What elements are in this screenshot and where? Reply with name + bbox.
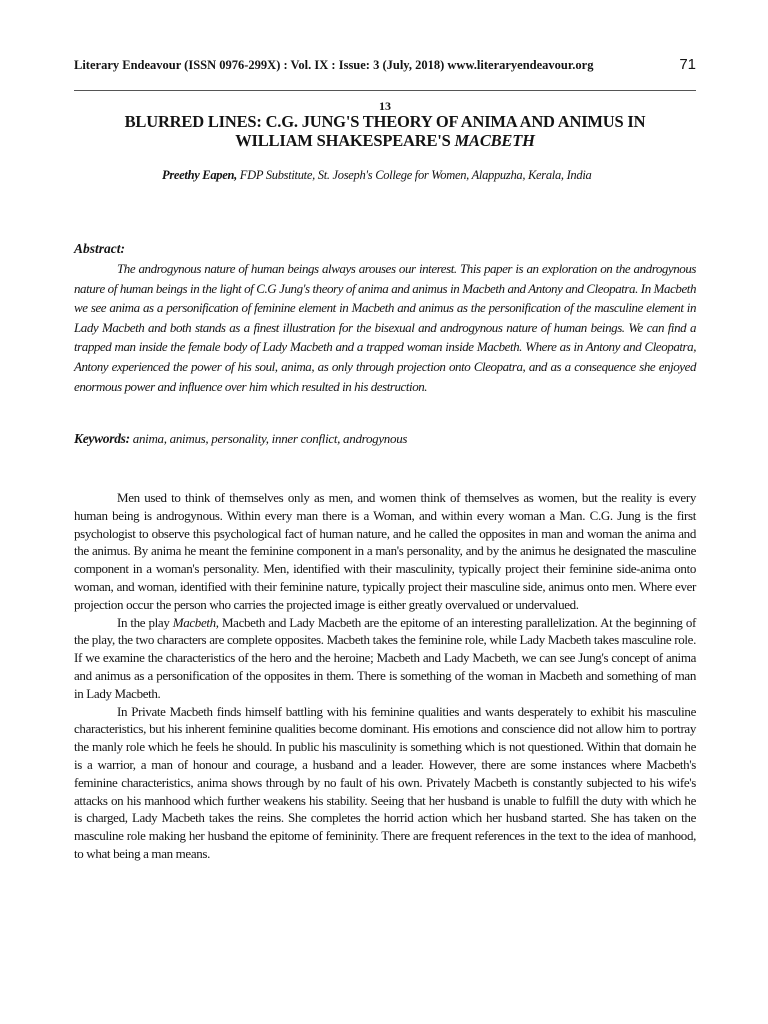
body-paragraph-2-intro: In the play — [117, 614, 173, 630]
title-play-name: MACBETH — [454, 131, 535, 150]
abstract-heading: Abstract: — [74, 241, 126, 256]
author-name: Preethy Eapen, — [162, 168, 237, 182]
author-block — [162, 166, 682, 185]
article-title — [84, 112, 686, 150]
body-paragraph-2 — [74, 614, 696, 703]
body-paragraph-2-text: Macbeth and Lady Macbeth are the epitome of an interesting parallelization. At the beginning of the play, the two characters are complete opposites. Macbeth takes the feminine role, while Lady Macbeth takes masculine role. If we examine the characteristics of the hero and the heroine; Macbeth and Lady Macbeth, we can see Jung's concept of anima and animus as a personification of the opposites in them. There is something of the woman in Macbeth and something of man in Lady Macbeth. — [74, 614, 696, 701]
header-divider — [74, 90, 696, 91]
page-number: 71 — [679, 56, 696, 73]
play-title-macbeth: Macbeth, — [172, 614, 219, 630]
article-body — [74, 489, 696, 863]
chapter-number: 13 — [379, 99, 391, 113]
journal-citation: Literary Endeavour (ISSN 0976-299X) : Vol. IX : Issue: 3 (July, 2018) www.literaryendeavour.org — [74, 58, 594, 72]
running-header — [74, 55, 696, 75]
title-line-1: BLURRED LINES: C.G. JUNG'S THEORY OF ANIMA AND ANIMUS IN — [124, 112, 646, 131]
body-paragraph-1: Men used to think of themselves only as men, and women think of themselves as women, but the reality is every human being is androgynous. Within every man there is a Woman, and within every woman a Man. C.G. Jung is the first psychologist to observe this psychological fact of human nature, and he called the opposites in man and woman the anima and the animus. By anima he meant the feminine component in a man's personality, and by the animus he designated the masculine component in a woman's personality. Men, identified with their masculinity, typically project their feminine side-anima onto woman, and woman, identified with their feminine nature, typically project their masculine side, animus onto men. Where ever projection occur the person who carries the projected image is either greatly overvalued or undervalued. — [74, 490, 696, 612]
abstract-text: The androgynous nature of human beings always arouses our interest. This paper is an exploration on the androgynous nature of human beings in the light of C.G Jung's theory of anima and animus in Macbeth and Antony and Cleopatra. In Macbeth we see anima as a personification of feminine element in Macbeth and animus as the personification of the masculine element in Lady Macbeth and both stands as a finest illustration for the bisexual and androgynous nature of human beings. We can find a trapped man inside the female body of Lady Macbeth and a trapped woman inside Macbeth. Where as in Antony and Cleopatra, Antony experienced the power of his soul, anima, as only through projection onto Cleopatra, and as a consequence she enjoyed enormous power and influence over him which resulted in his destruction. — [74, 261, 696, 394]
author-affiliation: FDP Substitute, St. Joseph's College for Women, Alappuzha, Kerala, India — [236, 168, 592, 182]
body-paragraph-3: In Private Macbeth finds himself battling with his feminine qualities and wants desperately to exhibit his masculine characteristics, but his inherent feminine qualities become dominant. His emotions and conscience did not allow him to portray the manly role which he feels he should. In public his masculinity is something which is not questioned. Within that domain he is a warrior, a man of honour and courage, a husband and a leader. However, there are some instances where Macbeth's feminine characteristics, anima shows through by no fault of his own. Privately Macbeth is constantly subjected to his wife's attacks on his manhood which further weakens his stability. Seeing that her husband is unable to fulfill the duty with which he is charged, Lady Macbeth takes the reins. She completes the horrid action which her husband started. She has taken on the masculine role making her husband the epitome of femininity. There are frequent references in the text to the idea of manhood, to what being a man means. — [74, 703, 696, 861]
keywords-label: Keywords: — [74, 431, 130, 446]
title-line-2-text: WILLIAM SHAKESPEARE'S — [235, 131, 455, 150]
keywords — [74, 431, 696, 447]
keywords-list: anima, animus, personality, inner conflict, androgynous — [129, 431, 408, 446]
title-line-2 — [84, 131, 686, 150]
